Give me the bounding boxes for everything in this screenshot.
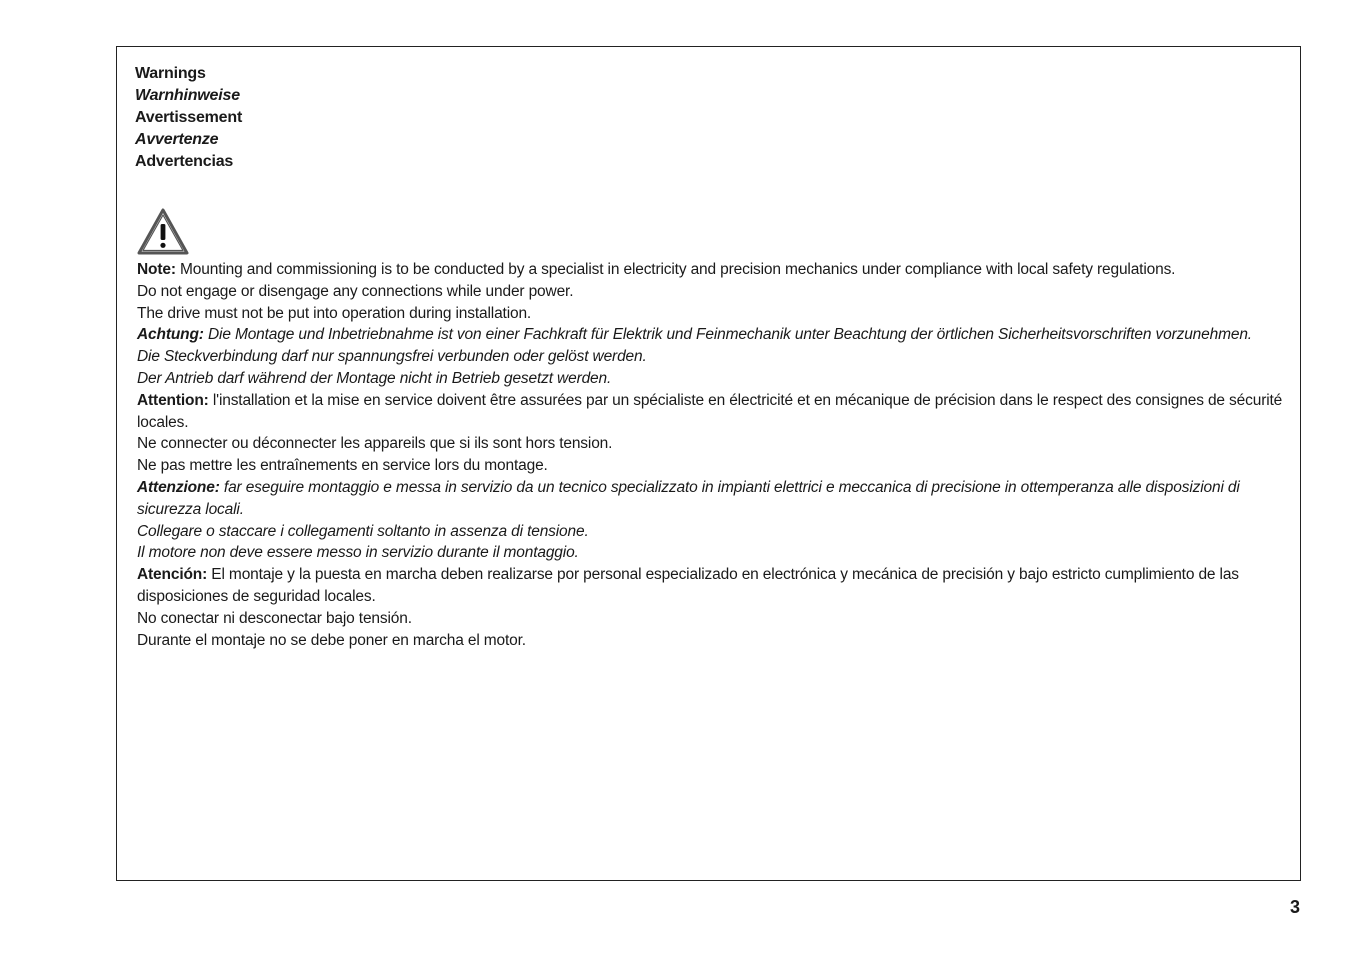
section-line: The drive must not be put into operation during installation. <box>137 304 532 322</box>
heading-german: Warnhinweise <box>135 87 240 104</box>
heading-list <box>135 63 242 173</box>
section-lead-text: El montaje y la puesta en marcha deben realizarse por personal especializado en electrónica y mecánica de precisión y bajo estricto cumplimiento de las disposiciones de seguridad locales. <box>137 566 1239 605</box>
section-line: Der Antrieb darf während der Montage nicht in Betrieb gesetzt werden. <box>137 369 612 387</box>
warning-triangle-icon <box>136 207 190 257</box>
section-english <box>137 259 1289 324</box>
heading-spanish: Advertencias <box>135 153 234 170</box>
section-spanish <box>137 564 1289 651</box>
section-german <box>137 324 1289 389</box>
section-lead <box>137 390 1289 434</box>
section-lead-text: far eseguire montaggio e messa in servizio da un tecnico specializzato in impianti elettrici e meccanica di precisione in ottemperanza alle disposizioni di sicurezza locali. <box>137 478 1240 518</box>
section-label: Atención: <box>137 566 208 584</box>
section-french <box>137 390 1289 477</box>
section-label: Attenzione: <box>137 478 220 496</box>
section-lead <box>137 477 1289 521</box>
heading-italian: Avvertenze <box>135 131 219 148</box>
section-line: Il motore non deve essere messo in servizio durante il montaggio. <box>137 544 579 562</box>
section-lead <box>137 564 1289 608</box>
section-label: Achtung: <box>137 326 204 344</box>
section-lead <box>137 324 1289 346</box>
section-label: Attention: <box>137 391 209 409</box>
section-lead-text: Die Montage und Inbetriebnahme ist von einer Fachkraft für Elektrik und Feinmechanik unter Beachtung der örtlichen Sicherheitsvorschriften vorzunehmen. <box>207 326 1252 344</box>
section-line: Do not engage or disengage any connections while under power. <box>137 282 574 300</box>
section-line: Ne connecter ou déconnecter les appareils que si ils sont hors tension. <box>137 435 613 453</box>
section-lead-text: l'installation et la mise en service doivent être assurées par un spécialiste en électricité et en mécanique de précision dans le respect des consignes de sécurité locales. <box>137 391 1283 431</box>
section-lead-text: Mounting and commissioning is to be conducted by a specialist in electricity and precision mechanics under compliance with local safety regulations. <box>180 261 1176 278</box>
section-line: Collegare o staccare i collegamenti soltanto in assenza di tensione. <box>137 522 589 540</box>
section-line: No conectar ni desconectar bajo tensión. <box>137 609 412 627</box>
heading-english: Warnings <box>135 65 206 82</box>
section-lead <box>137 259 1289 281</box>
warning-text <box>137 259 1289 651</box>
section-line: Die Steckverbindung darf nur spannungsfrei verbunden oder gelöst werden. <box>137 348 647 366</box>
section-label: Note: <box>137 261 176 278</box>
section-line: Ne pas mettre les entraînements en service lors du montage. <box>137 457 548 475</box>
heading-french: Avertissement <box>135 109 243 126</box>
page-number: 3 <box>1290 897 1301 917</box>
section-line: Durante el montaje no se debe poner en marcha el motor. <box>137 631 526 649</box>
section-italian <box>137 477 1289 564</box>
